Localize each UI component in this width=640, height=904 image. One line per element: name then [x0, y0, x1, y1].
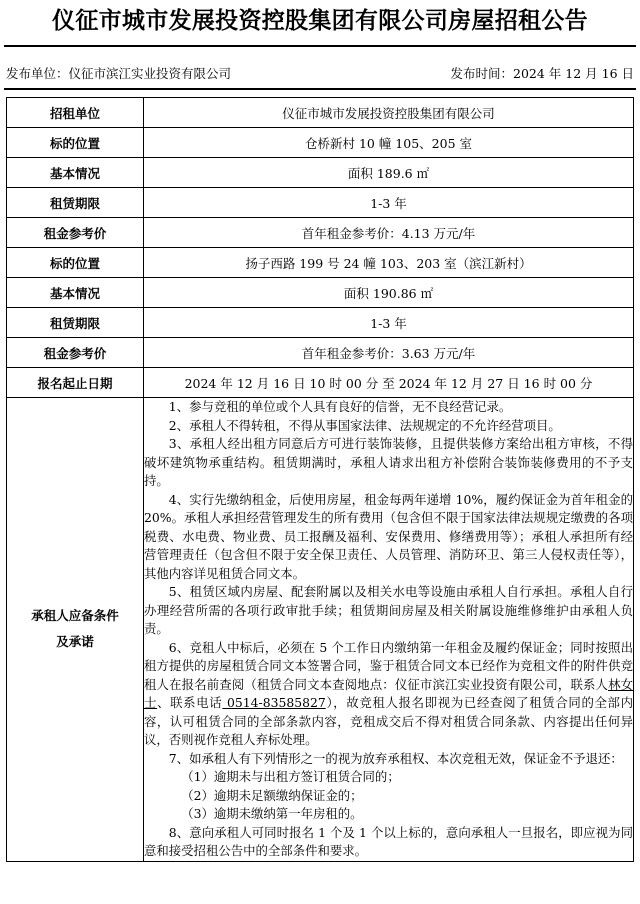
table-row — [7, 188, 634, 218]
row-value: 首年租金参考价：4.13 万元/年 — [144, 218, 634, 248]
row-label: 标的位置 — [7, 248, 144, 278]
condition-8: 8、意向承租人可同时报名 1 个及 1 个以上标的，意向承租人一旦报名，即应视为同意和接受招租公告中的全部条件和要求。 — [144, 824, 633, 858]
row-value: 扬子西路 199 号 24 幢 103、203 室（滨江新村） — [144, 248, 634, 278]
row-label: 基本情况 — [7, 278, 144, 308]
table-row — [7, 338, 634, 368]
table-row — [7, 278, 634, 308]
conditions-label-line1: 承租人应备条件 — [31, 608, 119, 624]
row-value: 仪征市城市发展投资控股集团有限公司 — [144, 98, 634, 128]
row-value: 面积 190.86 ㎡ — [144, 278, 634, 308]
conditions-row — [7, 398, 634, 862]
condition-1: 1、参与竞租的单位或个人具有良好的信誉，无不良经营记录。 — [168, 399, 512, 414]
condition-5: 5、租赁区域内房屋、配套附属以及相关水电等设施由承租人自行承担。承租人自行办理经营所需的各项行政审批手续；租赁期间房屋及相关附属设施维修维护由承租人负责。 — [144, 584, 633, 636]
contact-phone: 0514-83585827 — [222, 695, 326, 710]
publisher: 发布单位：仪征市滨江实业投资有限公司 — [6, 66, 232, 81]
listing-table — [6, 97, 634, 862]
table-row — [7, 368, 634, 398]
publish-time: 发布时间：2024 年 12 月 16 日 — [450, 66, 634, 81]
condition-7: 7、如承租人有下列情形之一的视为放弃承租权、本次竞租无效，保证金不予退还： — [168, 750, 623, 766]
row-value: 1-3 年 — [144, 308, 634, 338]
row-label: 租赁期限 — [7, 188, 144, 218]
row-label: 租金参考价 — [7, 338, 144, 368]
title-rule — [4, 45, 636, 47]
row-label: 租金参考价 — [7, 218, 144, 248]
table-row — [7, 218, 634, 248]
table-row — [7, 308, 634, 338]
row-value: 仓桥新村 10 幢 105、205 室 — [144, 128, 634, 158]
condition-7-item-2: （2）逾期未足额缴纳保证金的； — [181, 787, 363, 803]
page-title: 仪征市城市发展投资控股集团有限公司房屋招租公告 — [52, 8, 588, 34]
meta-rule — [4, 88, 636, 90]
conditions-body — [144, 398, 634, 862]
row-label: 标的位置 — [7, 128, 144, 158]
condition-4: 4、实行先缴纳租金，后使用房屋，租金每两年递增 10%，履约保证金为首年租金的 20%。承租人承担经营管理发生的所有费用（包含但不限于国家法律法规规定缴费的各项税费、水电费、物业费、员工报酬及福利、安保费用、修缮费用等）；承租人承担所有经营管理责任（包含但不限于安全保卫责任、人员管理、消防环卫、第三人侵权责任等），其他内容详见租赁合同文本。 — [144, 491, 633, 581]
contact-person: 林女士 — [144, 676, 634, 710]
row-value: 首年租金参考价：3.63 万元/年 — [144, 338, 634, 368]
condition-6 — [144, 639, 633, 750]
table-row — [7, 248, 634, 278]
row-value: 2024 年 12 月 16 日 10 时 00 分 至 2024 年 12 月 27 日 16 时 00 分 — [144, 368, 634, 398]
table-row — [7, 158, 634, 188]
condition-6-part-a: 6、竞租人中标后，必须在 5 个工作日内缴纳第一年租金及履约保证金；同时按照出租方提供的房屋租赁合同文本签署合同，鉴于租赁合同文本已经作为竞租文件的附件供竞租人在报名前查阅（租赁合同文本查阅地点：仪征市滨江实业投资有限公司，联系人 — [144, 639, 633, 692]
condition-3: 3、承租人经出租方同意后方可进行装饰装修，且提供装修方案给出租方审核，不得破坏建筑物承重结构。租赁期满时，承租人请求出租方补偿附合装饰装修费用的不予支持。 — [144, 436, 633, 488]
row-value: 面积 189.6 ㎡ — [144, 158, 634, 188]
condition-7-item-3: （3）逾期未缴纳第一年房租的。 — [181, 806, 363, 821]
row-label: 基本情况 — [7, 158, 144, 188]
conditions-label — [7, 398, 144, 862]
row-label: 租赁期限 — [7, 308, 144, 338]
condition-6-part-c: ），故竞租人报名即视为已经查阅了租赁合同的全部内容，认可租赁合同的全部条款内容，竞租成交后不得对租赁合同条款、内容提出任何异议，否则视作竞租人弃标处理。 — [144, 695, 634, 747]
condition-7-item-1: （1）逾期未与出租方签订租赁合同的； — [181, 769, 400, 784]
row-label: 报名起止日期 — [7, 368, 144, 398]
table-row — [7, 128, 634, 158]
row-label: 招租单位 — [7, 98, 144, 128]
table-row — [7, 98, 634, 128]
row-value: 1-3 年 — [144, 188, 634, 218]
condition-2: 2、承租人不得转租，不得从事国家法律、法规规定的不允许经营项目。 — [168, 417, 561, 433]
condition-6-part-b: 、联系电话 — [157, 695, 223, 710]
conditions-label-line2: 及承诺 — [56, 634, 94, 650]
